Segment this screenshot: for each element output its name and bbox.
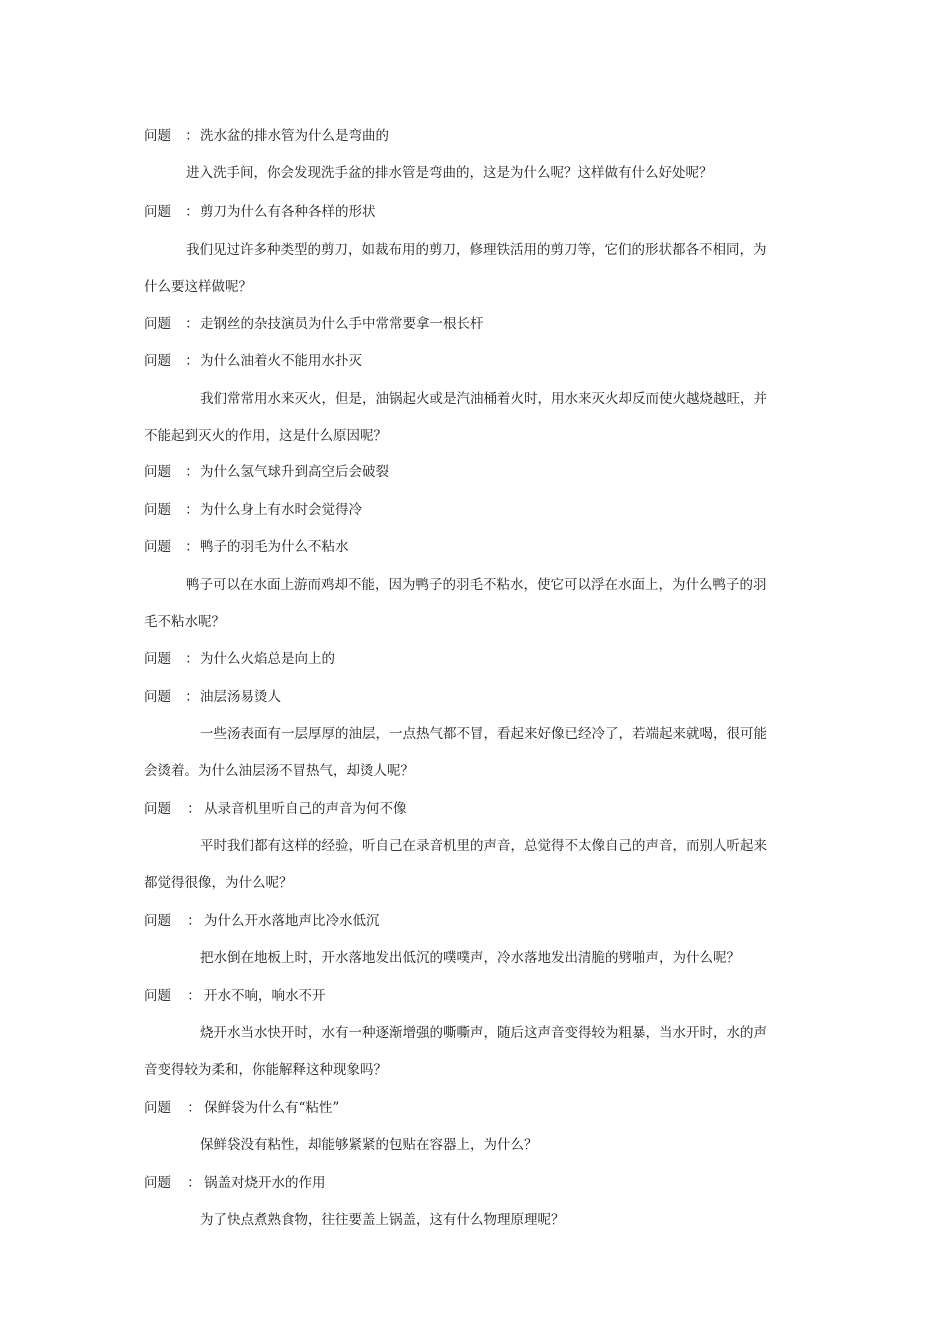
question-colon: ：	[185, 316, 199, 332]
question-title: 油层汤易烫人	[200, 689, 281, 705]
question-title: 锅盖对烧开水的作用	[204, 1175, 326, 1191]
question-title: 为什么氢气球升到高空后会破裂	[200, 464, 389, 480]
question-colon: ：	[185, 353, 199, 369]
question-title: 开水不响，响水不开	[204, 988, 326, 1004]
question-heading	[144, 500, 362, 520]
question-body-line: 音变得较为柔和，你能解释这种现象吗？	[144, 1062, 387, 1078]
question-body-line: 不能起到灭火的作用，这是什么原因呢？	[144, 428, 387, 444]
question-label: 问题	[144, 651, 171, 667]
question-colon: ：	[185, 689, 199, 705]
question-body-line: 平时我们都有这样的经验，听自己在录音机里的声音，总觉得不太像自己的声音，而别人听起来	[200, 838, 767, 854]
question-heading	[144, 537, 349, 557]
question-body-line: 保鲜袋没有粘性，却能够紧紧的包贴在容器上，为什么？	[200, 1137, 538, 1153]
question-title: 走钢丝的杂技演员为什么手中常常要拿一根长杆	[200, 316, 484, 332]
question-heading	[144, 1173, 326, 1193]
question-body-line: 进入洗手间，你会发现洗手盆的排水管是弯曲的，这是为什么呢？这样做有什么好处呢？	[186, 165, 713, 181]
question-body-line: 把水倒在地板上时，开水落地发出低沉的噗噗声，冷水落地发出清脆的劈啪声，为什么呢？	[200, 950, 740, 966]
question-body-line: 烧开水当水快开时，水有一种逐渐增强的嘶嘶声，随后这声音变得较为粗暴，当水开时，水的声	[200, 1025, 767, 1041]
question-heading	[144, 687, 281, 707]
question-heading	[144, 202, 376, 222]
question-colon: ：	[185, 539, 199, 555]
question-heading	[144, 1098, 339, 1118]
question-label: 问题	[144, 1100, 171, 1116]
question-heading	[144, 986, 326, 1006]
question-heading	[144, 462, 389, 482]
question-colon: ：	[187, 913, 201, 929]
question-title: 保鲜袋为什么有“粘性”	[204, 1100, 340, 1116]
question-label: 问题	[144, 988, 171, 1004]
question-heading	[144, 911, 380, 931]
question-label: 问题	[144, 204, 171, 220]
question-body-line: 我们常常用水来灭火，但是，油锅起火或是汽油桶着火时，用水来灭火却反而使火越烧越旺，并	[200, 391, 767, 407]
question-colon: ：	[187, 1100, 201, 1116]
question-colon: ：	[185, 128, 199, 144]
question-body-line: 都觉得很像，为什么呢？	[144, 875, 293, 891]
question-label: 问题	[144, 801, 171, 817]
question-label: 问题	[144, 316, 171, 332]
question-heading	[144, 126, 389, 146]
question-label: 问题	[144, 689, 171, 705]
question-colon: ：	[185, 464, 199, 480]
question-title: 洗水盆的排水管为什么是弯曲的	[200, 128, 389, 144]
question-heading	[144, 351, 362, 371]
question-body-line: 为了快点煮熟食物，往往要盖上锅盖，这有什么物理原理呢？	[200, 1212, 565, 1228]
question-body-line: 毛不粘水呢？	[144, 614, 225, 630]
question-label: 问题	[144, 1175, 171, 1191]
question-colon: ：	[185, 651, 199, 667]
question-label: 问题	[144, 502, 171, 518]
question-heading	[144, 799, 407, 819]
question-colon: ：	[185, 502, 199, 518]
question-label: 问题	[144, 353, 171, 369]
question-heading	[144, 314, 484, 334]
question-title: 为什么身上有水时会觉得冷	[200, 502, 362, 518]
question-label: 问题	[144, 464, 171, 480]
question-label: 问题	[144, 913, 171, 929]
question-title: 鸭子的羽毛为什么不粘水	[200, 539, 349, 555]
question-body-line: 会烫着。为什么油层汤不冒热气，却烫人呢？	[144, 763, 414, 779]
question-body-line: 一些汤表面有一层厚厚的油层，一点热气都不冒，看起来好像已经冷了，若端起来就喝，很可能	[200, 726, 767, 742]
question-title: 为什么油着火不能用水扑灭	[200, 353, 362, 369]
question-heading	[144, 649, 335, 669]
question-title: 为什么火焰总是向上的	[200, 651, 335, 667]
question-title: 为什么开水落地声比冷水低沉	[204, 913, 380, 929]
question-title: 从录音机里听自己的声音为何不像	[204, 801, 407, 817]
question-label: 问题	[144, 539, 171, 555]
question-body-line: 我们见过许多种类型的剪刀，如裁布用的剪刀，修理铁活用的剪刀等，它们的形状都各不相同，为	[186, 242, 767, 258]
question-colon: ：	[187, 801, 201, 817]
question-label: 问题	[144, 128, 171, 144]
question-colon: ：	[187, 1175, 201, 1191]
question-body-line: 什么要这样做呢？	[144, 279, 252, 295]
question-body-line: 鸭子可以在水面上游而鸡却不能，因为鸭子的羽毛不粘水，使它可以浮在水面上，为什么鸭子的羽	[186, 577, 767, 593]
question-colon: ：	[185, 204, 199, 220]
question-title: 剪刀为什么有各种各样的形状	[200, 204, 376, 220]
question-colon: ：	[187, 988, 201, 1004]
